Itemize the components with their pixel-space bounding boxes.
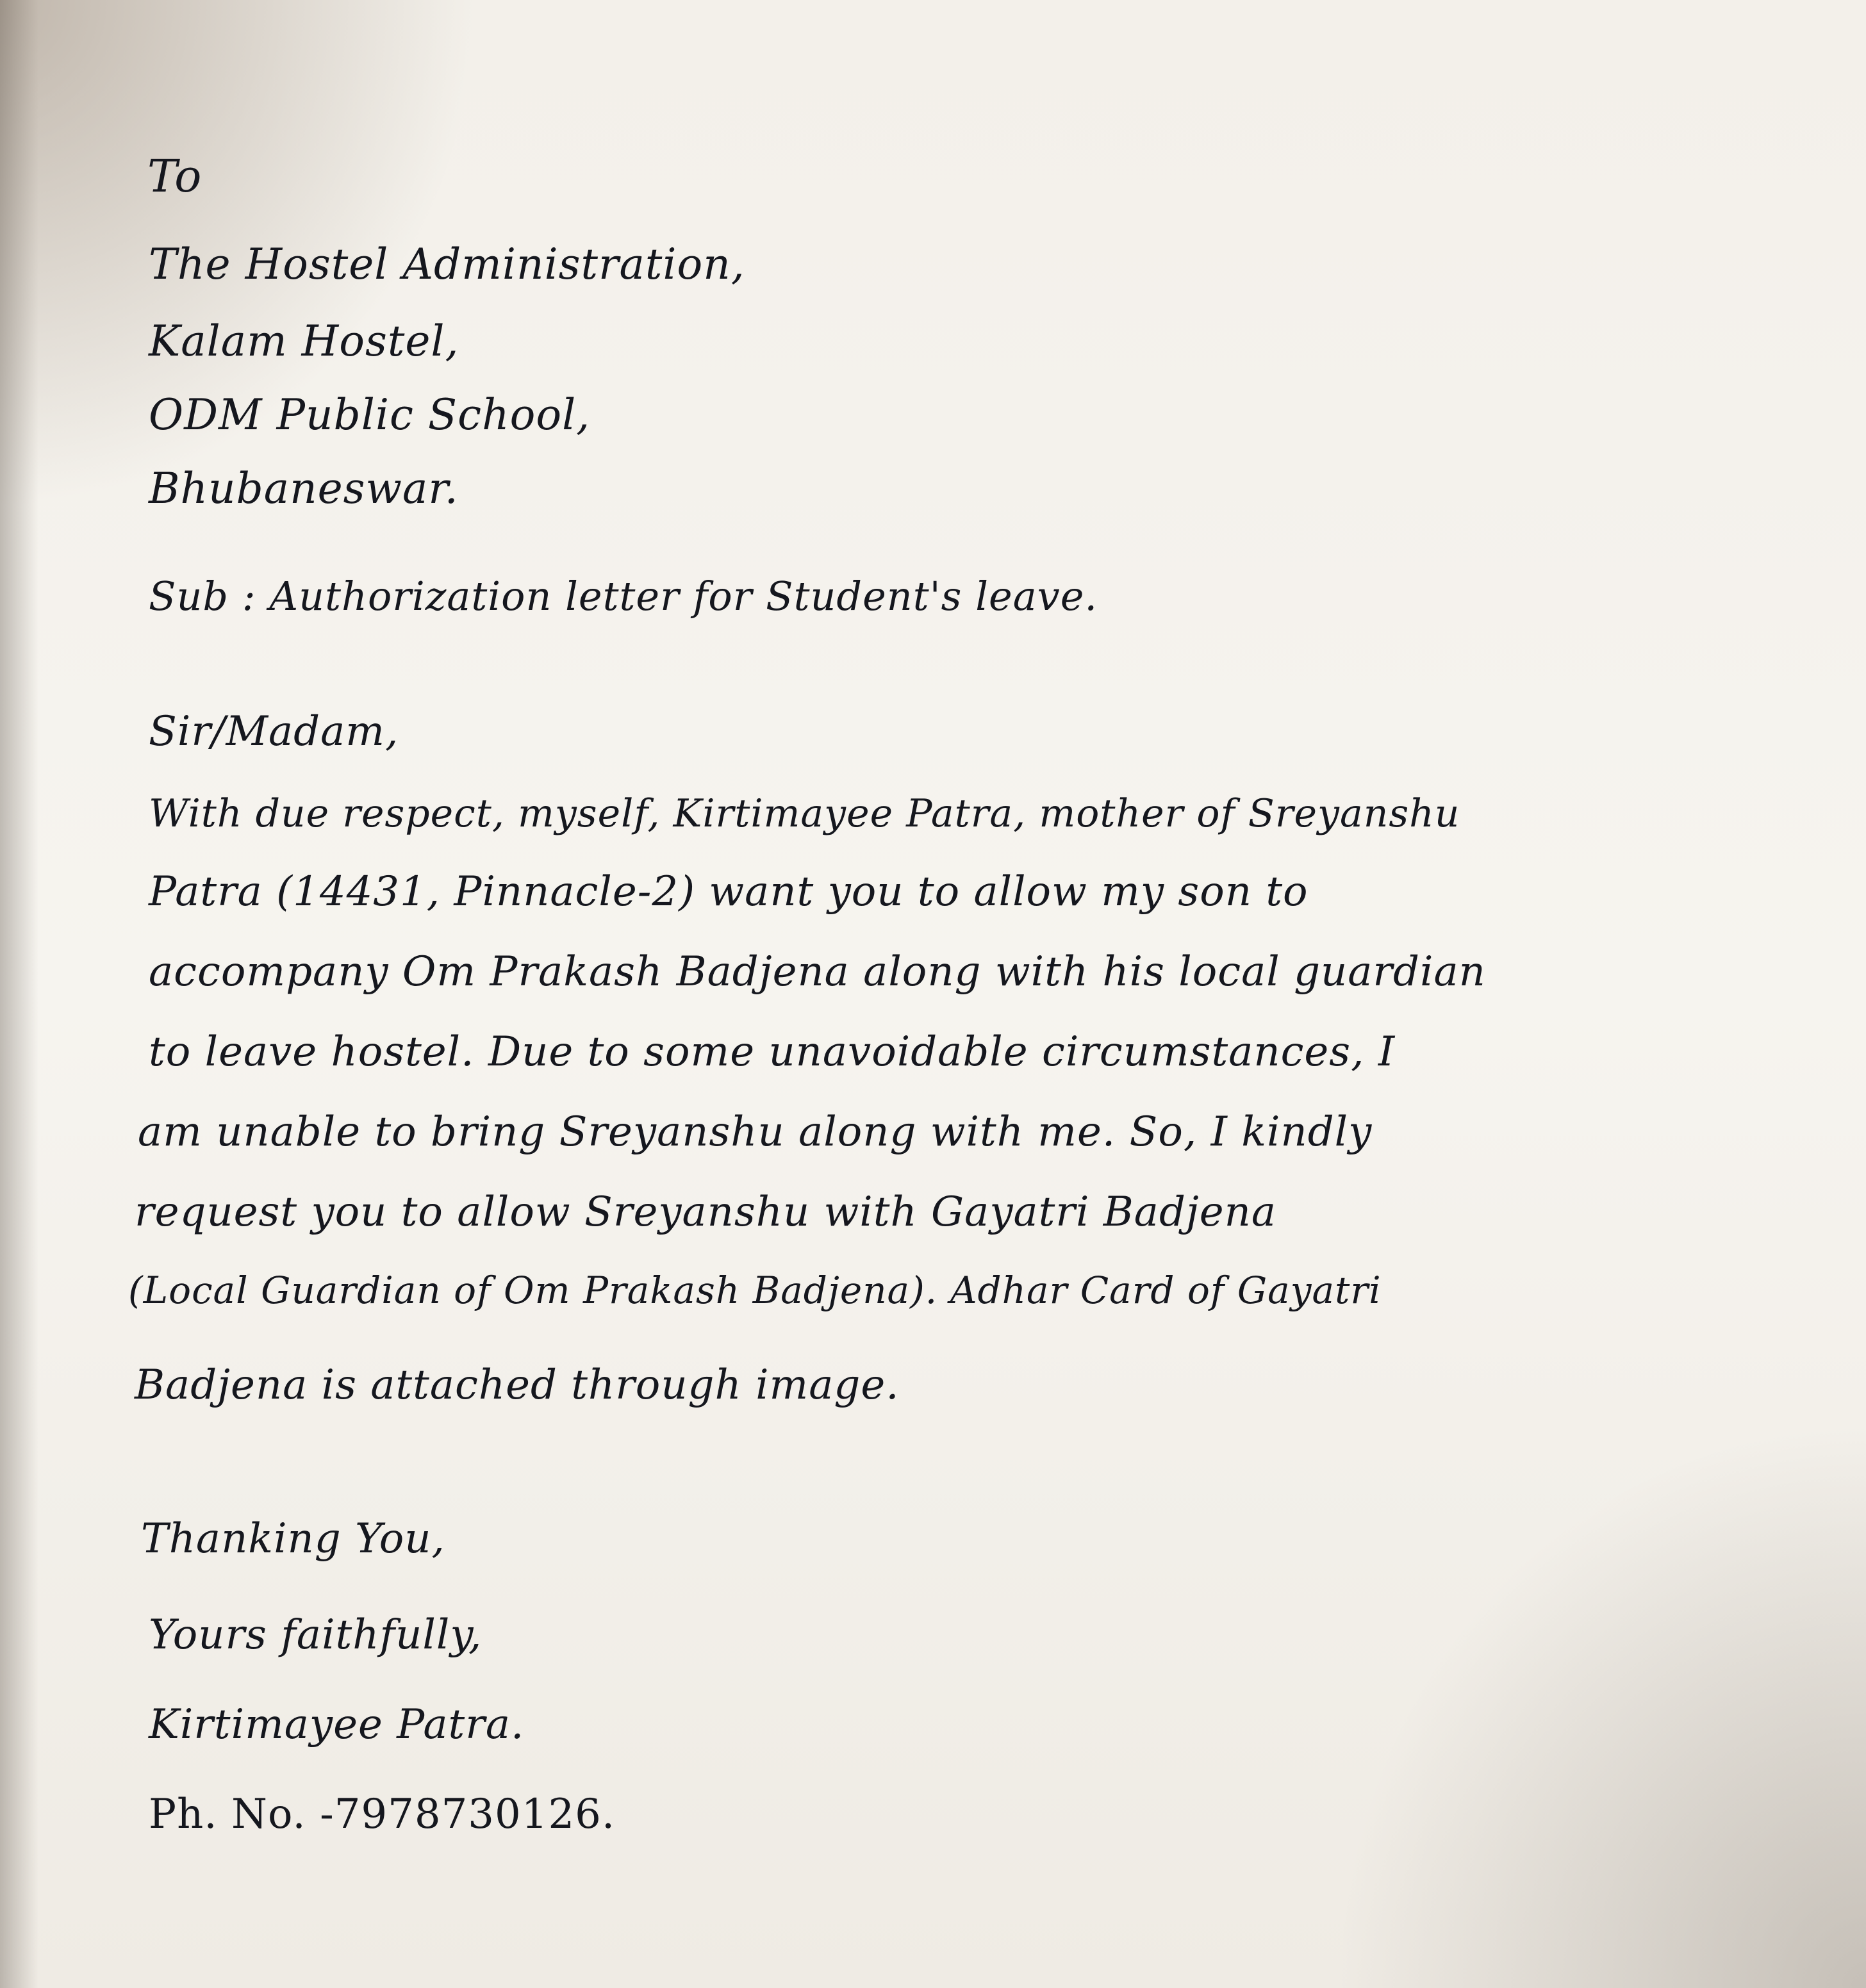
closing-yours: Yours faithfully, (149, 1611, 483, 1659)
body-line-5: am unable to bring Sreyanshu along with me. So, I kindly (138, 1108, 1373, 1156)
subject-line: Sub : Authorization letter for Student's leave. (149, 573, 1098, 620)
page-edge-shadow (0, 0, 38, 1988)
signature-name: Kirtimayee Patra. (149, 1701, 525, 1748)
body-line-7: (Local Guardian of Om Prakash Badjena). Adhar Card of Gayatri (128, 1269, 1382, 1312)
address-line-3: ODM Public School, (149, 390, 591, 439)
salutation: Sir/Madam, (149, 708, 399, 755)
phone-number: Ph. No. -7978730126. (149, 1791, 616, 1838)
body-line-1: With due respect, myself, Kirtimayee Patra, mother of Sreyanshu (149, 791, 1460, 836)
body-line-4: to leave hostel. Due to some unavoidable circumstances, I (149, 1028, 1396, 1076)
address-line-2: Kalam Hostel, (149, 316, 459, 366)
to-line: To (147, 150, 202, 202)
body-line-3: accompany Om Prakash Badjena along with his local guardian (149, 948, 1486, 996)
address-line-1: The Hostel Administration, (149, 240, 745, 289)
body-line-6: request you to allow Sreyanshu with Gayatri Badjena (135, 1188, 1276, 1236)
body-line-8: Badjena is attached through image. (135, 1361, 900, 1409)
closing-thanks: Thanking You, (141, 1515, 445, 1563)
body-line-2: Patra (14431, Pinnacle-2) want you to allow my son to (149, 868, 1309, 916)
address-line-4: Bhubaneswar. (149, 464, 459, 513)
